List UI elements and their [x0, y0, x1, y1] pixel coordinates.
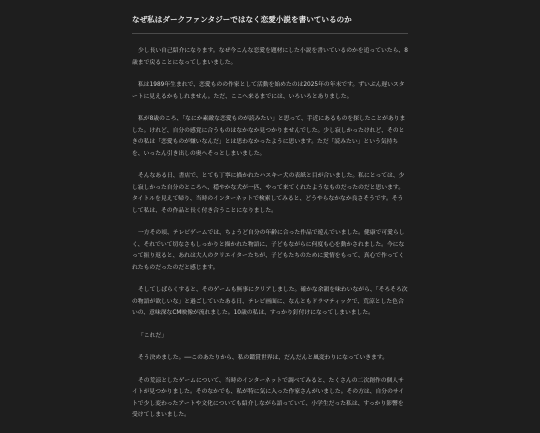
article-paragraph: 私は1989年生まれで、恋愛ものの作家として活動を始めたのは2025年の年末です。ずいぶん遅いスタートに見えるかもしれません。ただ、ここへ来るまでには、いろいろとありました。 [132, 82, 405, 100]
article-paragraph: 一方その頃、テレビゲームでは、ちょうど自分の年齢に合った作品で遊んでいました。健康で可愛らしく、それでいて切なさもしっかりと描かれた物語に、子どもながらに何度も心を動かされました。今になって振り返ると、あれは大人のクリエイターたちが、子どもたちのために愛情をもって、真心で作ってくれたものだったのだと感じます。 [132, 230, 405, 271]
article [132, 14, 408, 433]
article-paragraph: そんなある日、書店で、とても丁寧に描かれたハスキー犬の表紙と目が合いました。私にとっては、少し寂しかった自分のところへ、穏やかな犬が一匹、やって来てくれたようなものだったのだと思います。タイトルを見えて帰り、当時のインターネットで検索してみると、どうやらなかなか良さそうです。そうして私は、その作品と長く付き合うことになりました。 [132, 173, 405, 214]
title-divider [132, 33, 408, 34]
article-quote: 「これだ」 [138, 332, 167, 339]
article-paragraph: 私が8歳のころ、「なにか素敵な恋愛ものが読みたい」と思って、手近にあるものを探したことがありました。けれど、自分の感覚に合うものはなかなか見つかりませんでした。少し寂しかったけれど、そのときの私は「恋愛ものが嫌いなんだ」とは思わなかったように思います。ただ「読みたい」という気持ちを、いったん引き出しの奥へそっとしまいました。 [132, 116, 406, 157]
article-paragraph: そう決めました。──このあたりから、私の鑑賞世界は、だんだんと風変わりになっていきます。 [138, 355, 388, 361]
article-paragraph: その荒涼としたゲームについて、当時のインターネットで調べてみると、たくさんの二次創作の個人サイトが見つかりました。そのなかでも、私が特に気に入った作家さんがいました。その方は、自分のサイトで少し変わったアートや文化についても紹介しながら語っていて、小学生だった私は、すっかり影響を受けてしまいました。 [132, 377, 405, 418]
article-paragraph: そしてしばらくすると、そのゲームも無事にクリアしました。確かな余韻を味わいながら、「そろそろ次の物語が欲しいな」と過ごしていたある日、テレビ画面に、なんともドラマティックで、荒涼とした色合いの、意味深なCM映像が流れました。10歳の私は、すっかり釘付けになってしまいました。 [132, 287, 408, 316]
article-title: なぜ私はダークファンタジーではなく恋愛小説を書いているのか [132, 15, 352, 24]
article-paragraph: 少し長い自己紹介になります。なぜ今こんな恋愛を題材にした小説を書いているのかを追っていたら、8歳まで戻ることになってしまいました。 [132, 48, 408, 66]
